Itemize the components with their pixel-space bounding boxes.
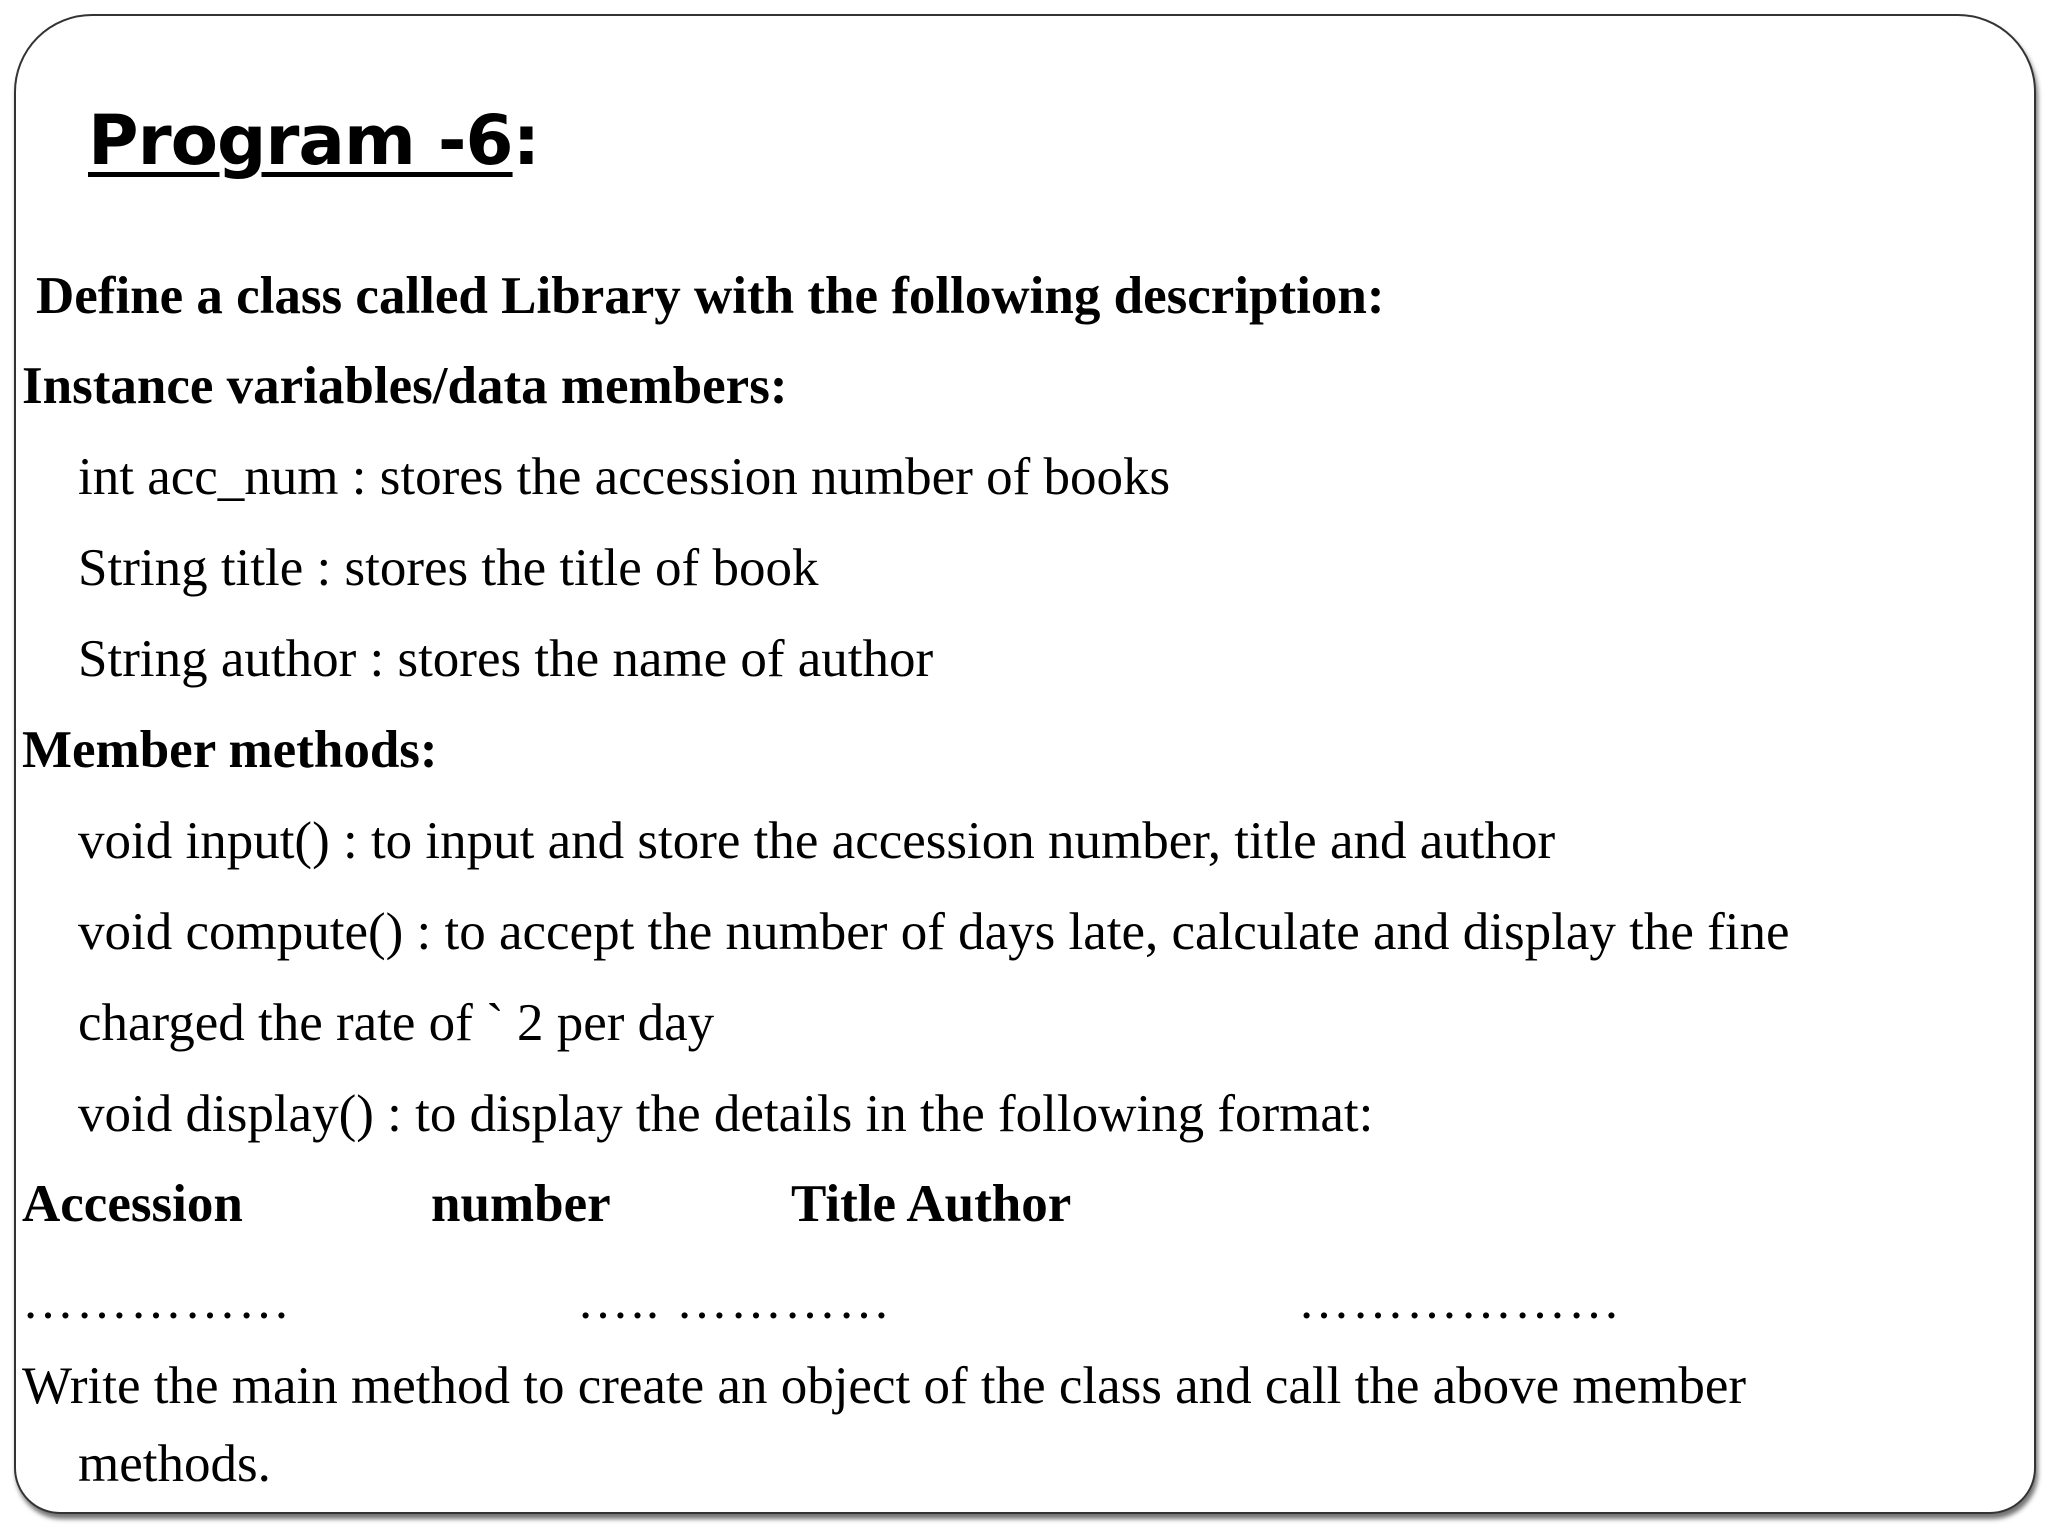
method-compute-continued: charged the rate of ` 2 per day [78,994,715,1052]
variable-title: String title : stores the title of book [78,539,819,597]
slide-title-colon: : [512,101,540,181]
method-display: void display() : to display the details in the following format: [78,1085,1374,1143]
format-header-accession: Accession [22,1175,243,1233]
variable-author: String author : stores the name of author [78,630,934,688]
variable-acc-num: int acc_num : stores the accession number of books [78,448,1171,506]
slide-title-text: Program -6 [88,101,513,181]
main-method-line-continued: methods. [78,1435,271,1493]
format-dots-col1: …………… [22,1273,292,1330]
format-dots-col2: ….. ………… [577,1273,892,1330]
slide-title [88,98,539,184]
member-methods-heading: Member methods: [22,721,438,779]
main-method-line: Write the main method to create an object of the class and call the above member [22,1357,1747,1415]
format-header-number: number [431,1175,611,1233]
instance-variables-heading: Instance variables/data members: [22,357,788,415]
intro-line: Define a class called Library with the following description: [36,267,1385,325]
method-compute: void compute() : to accept the number of days late, calculate and display the fine [78,903,1790,961]
format-header-title-author: Title Author [791,1175,1072,1233]
method-input: void input() : to input and store the accession number, title and author [78,812,1556,870]
format-dots-col3: ……………… [1298,1273,1622,1330]
